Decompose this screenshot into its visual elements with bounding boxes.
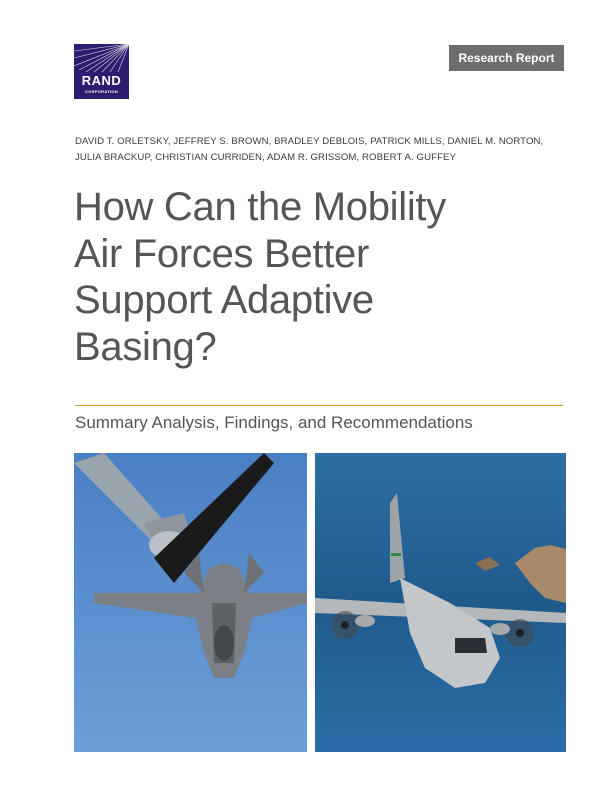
report-title <box>74 184 554 370</box>
title-line: Support Adaptive <box>74 278 374 322</box>
title-line: How Can the Mobility <box>74 185 446 229</box>
fighter-jet-refueling-photo <box>74 453 307 752</box>
author-line: JULIA BRACKUP, CHRISTIAN CURRIDEN, ADAM R. GRISSOM, ROBERT A. GUFFEY <box>75 152 457 163</box>
logo-wordmark: RAND <box>81 73 122 88</box>
cargo-plane-over-sea-photo <box>315 453 566 752</box>
rand-logo <box>74 44 129 99</box>
report-type-badge: Research Report <box>449 45 564 71</box>
report-subtitle: Summary Analysis, Findings, and Recommendations <box>75 413 473 432</box>
author-line: DAVID T. ORLETSKY, JEFFREY S. BROWN, BRADLEY DEBLOIS, PATRICK MILLS, DANIEL M. NORTON, <box>75 136 544 147</box>
author-list <box>75 134 575 166</box>
accent-divider <box>75 405 563 406</box>
title-line: Air Forces Better <box>74 231 369 276</box>
title-line: Basing? <box>74 324 217 369</box>
logo-subtext: CORPORATION <box>84 89 118 94</box>
